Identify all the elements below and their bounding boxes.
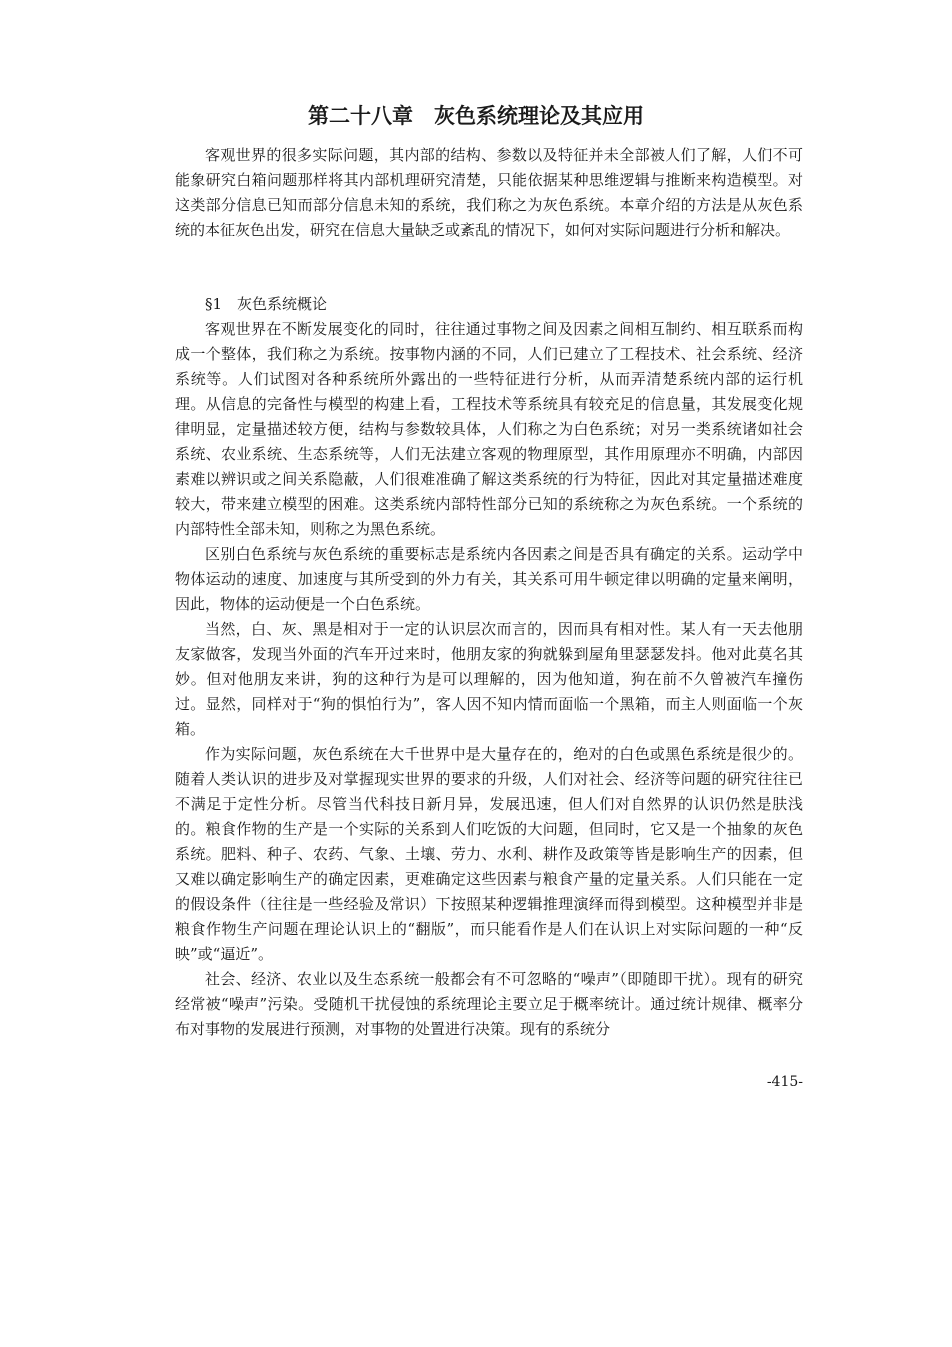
paragraph: 社会、经济、农业以及生态系统一般都会有不可忽略的“噪声”（即随即干扰）。现有的研究经常被“噪声”污染。受随机干扰侵蚀的系统理论主要立足于概率统计。通过统计规律、概率分布对事物的发展进行预测，对事物的处置进行决策。现有的系统分 <box>175 970 803 1038</box>
section-heading: §1 灰色系统概论 <box>205 295 328 313</box>
paragraph: 当然，白、灰、黑是相对于一定的认识层次而言的，因而具有相对性。某人有一天去他朋友家做客，发现当外面的汽车开过来时，他朋友家的狗就躲到屋角里瑟瑟发抖。他对此莫名其妙。但对他朋友来讲，狗的这种行为是可以理解的，因为他知道，狗在前不久曾被汽车撞伤过。显然，同样对于“狗的惧怕行为”，客人因不知内情而面临一个黑箱，而主人则面临一个灰箱。 <box>175 620 803 738</box>
paragraph: 区别白色系统与灰色系统的重要标志是系统内各因素之间是否具有确定的关系。运动学中物体运动的速度、加速度与其所受到的外力有关，其关系可用牛顿定律以明确的定量来阐明，因此，物体的运动便是一个白色系统。 <box>175 545 803 613</box>
paragraph: 客观世界在不断发展变化的同时，往往通过事物之间及因素之间相互制约、相互联系而构成一个整体，我们称之为系统。按事物内涵的不同，人们已建立了工程技术、社会系统、经济系统等。人们试图对各种系统所外露出的一些特征进行分析，从而弄清楚系统内部的运行机理。从信息的完备性与模型的构建上看，工程技术等系统具有较充足的信息量，其发展变化规律明显，定量描述较方便，结构与参数较具体，人们称之为白色系统；对另一类系统诸如社会系统、农业系统、生态系统等，人们无法建立客观的物理原型，其作用原理亦不明确，内部因素难以辨识或之间关系隐蔽，人们很难准确了解这类系统的行为特征，因此对其定量描述难度较大，带来建立模型的困难。这类系统内部特性部分已知的系统称之为灰色系统。一个系统的内部特性全部未知，则称之为黑色系统。 <box>175 320 803 538</box>
intro-paragraph: 客观世界的很多实际问题，其内部的结构、参数以及特征并未全部被人们了解，人们不可能象研究白箱问题那样将其内部机理研究清楚，只能依据某种思维逻辑与推断来构造模型。对这类部分信息已知而部分信息未知的系统，我们称之为灰色系统。本章介绍的方法是从灰色系统的本征灰色出发，研究在信息大量缺乏或紊乱的情况下，如何对实际问题进行分析和解决。 <box>175 146 803 239</box>
page-number: -415- <box>766 1074 803 1090</box>
intro-section <box>175 143 803 243</box>
section-1 <box>175 292 803 1042</box>
chapter-title: 第二十八章 灰色系统理论及其应用 <box>308 104 644 128</box>
paragraph: 作为实际问题，灰色系统在大千世界中是大量存在的，绝对的白色或黑色系统是很少的。随着人类认识的进步及对掌握现实世界的要求的升级，人们对社会、经济等问题的研究往往已不满足于定性分析。尽管当代科技日新月异，发展迅速，但人们对自然界的认识仍然是肤浅的。粮食作物的生产是一个实际的关系到人们吃饭的大问题，但同时，它又是一个抽象的灰色系统。肥料、种子、农药、气象、土壤、劳力、水利、耕作及政策等皆是影响生产的因素，但又难以确定影响生产的确定因素，更难确定这些因素与粮食产量的定量关系。人们只能在一定的假设条件（往往是一些经验及常识）下按照某种逻辑推理演绎而得到模型。这种模型并非是粮食作物生产问题在理论认识上的“翻版”，而只能看作是人们在认识上对实际问题的一种“反映”或“逼近”。 <box>175 745 803 963</box>
